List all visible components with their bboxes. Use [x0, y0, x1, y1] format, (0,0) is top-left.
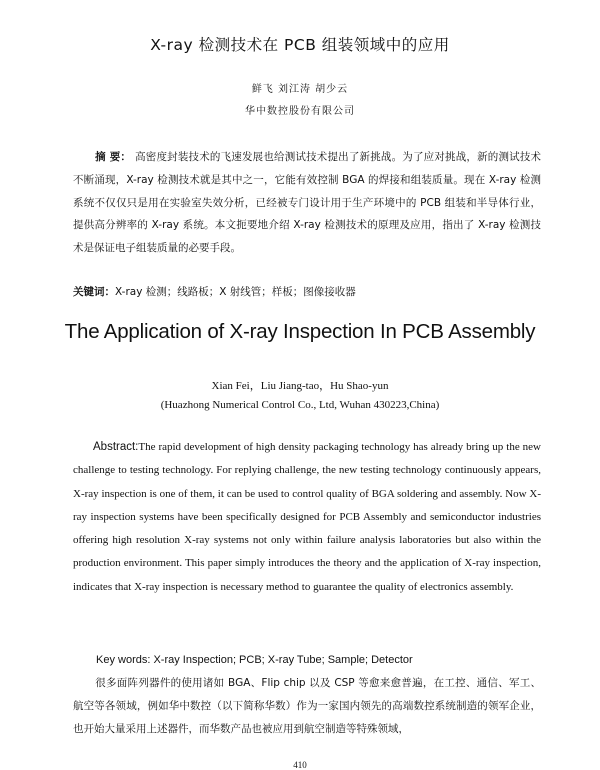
- chinese-abstract-label: 摘 要：: [95, 151, 132, 163]
- chinese-affiliation: 华中数控股份有限公司: [245, 106, 355, 117]
- english-title: The Application of X-ray Inspection In PCB Assembly: [64, 320, 536, 343]
- english-abstract-label: Abstract:: [93, 441, 139, 453]
- chinese-keywords-label: 关键词：: [73, 286, 115, 298]
- english-keywords: Key words: X-ray Inspection; PCB; X-ray Tube; Sample; Detector: [96, 654, 413, 666]
- page-number: 410: [293, 760, 307, 770]
- chinese-title: X-ray 检测技术在 PCB 组装领域中的应用: [150, 36, 450, 54]
- chinese-body-paragraph: [73, 672, 541, 741]
- chinese-abstract-text: 高密度封装技术的飞速发展也给测试技术提出了新挑战。为了应对挑战，新的测试技术不断涌现，X-ray 检测技术就是其中之一，它能有效控制 BGA 的焊接和组装质量。现在 X-ray 检测系统不仅仅只是用在实验室失效分析，已经被专门设计用于生产环境中的 PCB 组装和半导体行业，提供高分辨率的 X-ray 系统。本文扼要地介绍 X-ray 检测技术的原理及应用，指出了 X-ray 检测技术是保证电子组装质量的必要手段。: [73, 151, 542, 255]
- english-affiliation: (Huazhong Numerical Control Co., Ltd, Wuhan 430223,China): [160, 399, 440, 411]
- english-abstract: [73, 436, 541, 599]
- chinese-abstract: [73, 146, 541, 260]
- chinese-authors: 鲜飞 刘江涛 胡少云: [251, 84, 349, 95]
- english-abstract-text: The rapid development of high density packaging technology has already bring up the new challenge to testing technology. For replying challenge, the new testing technology continuously appears, X-ray inspection is one of them, it can be used to control quality of BGA soldering and assembly. Now X-ray inspection systems have been specifically designed for PCB Assembly and semiconductor industries offering high resolution X-ray systems not only within failure analysis laboratories but also within the production environment. This paper simply introduces the theory and the application of X-ray inspection, indicates that X-ray inspection is necessary method to guarantee the quality of electronics assembly.: [73, 441, 541, 593]
- chinese-keywords: [73, 284, 541, 299]
- english-authors: Xian Fei，Liu Jiang-tao，Hu Shao-yun: [211, 380, 389, 392]
- chinese-body-text: 很多面阵列器件的使用诸如 BGA、Flip chip 以及 CSP 等愈来愈普遍，在工控、通信、军工、航空等各领域，例如华中数控（以下简称华数）作为一家国内领先的高端数控系统制造的领军企业，也开始大量采用上述器件，而华数产品也被应用到航空制造等特殊领域，: [73, 677, 541, 735]
- chinese-keywords-text: X-ray 检测；线路板；X 射线管；样板；图像接收器: [115, 286, 356, 298]
